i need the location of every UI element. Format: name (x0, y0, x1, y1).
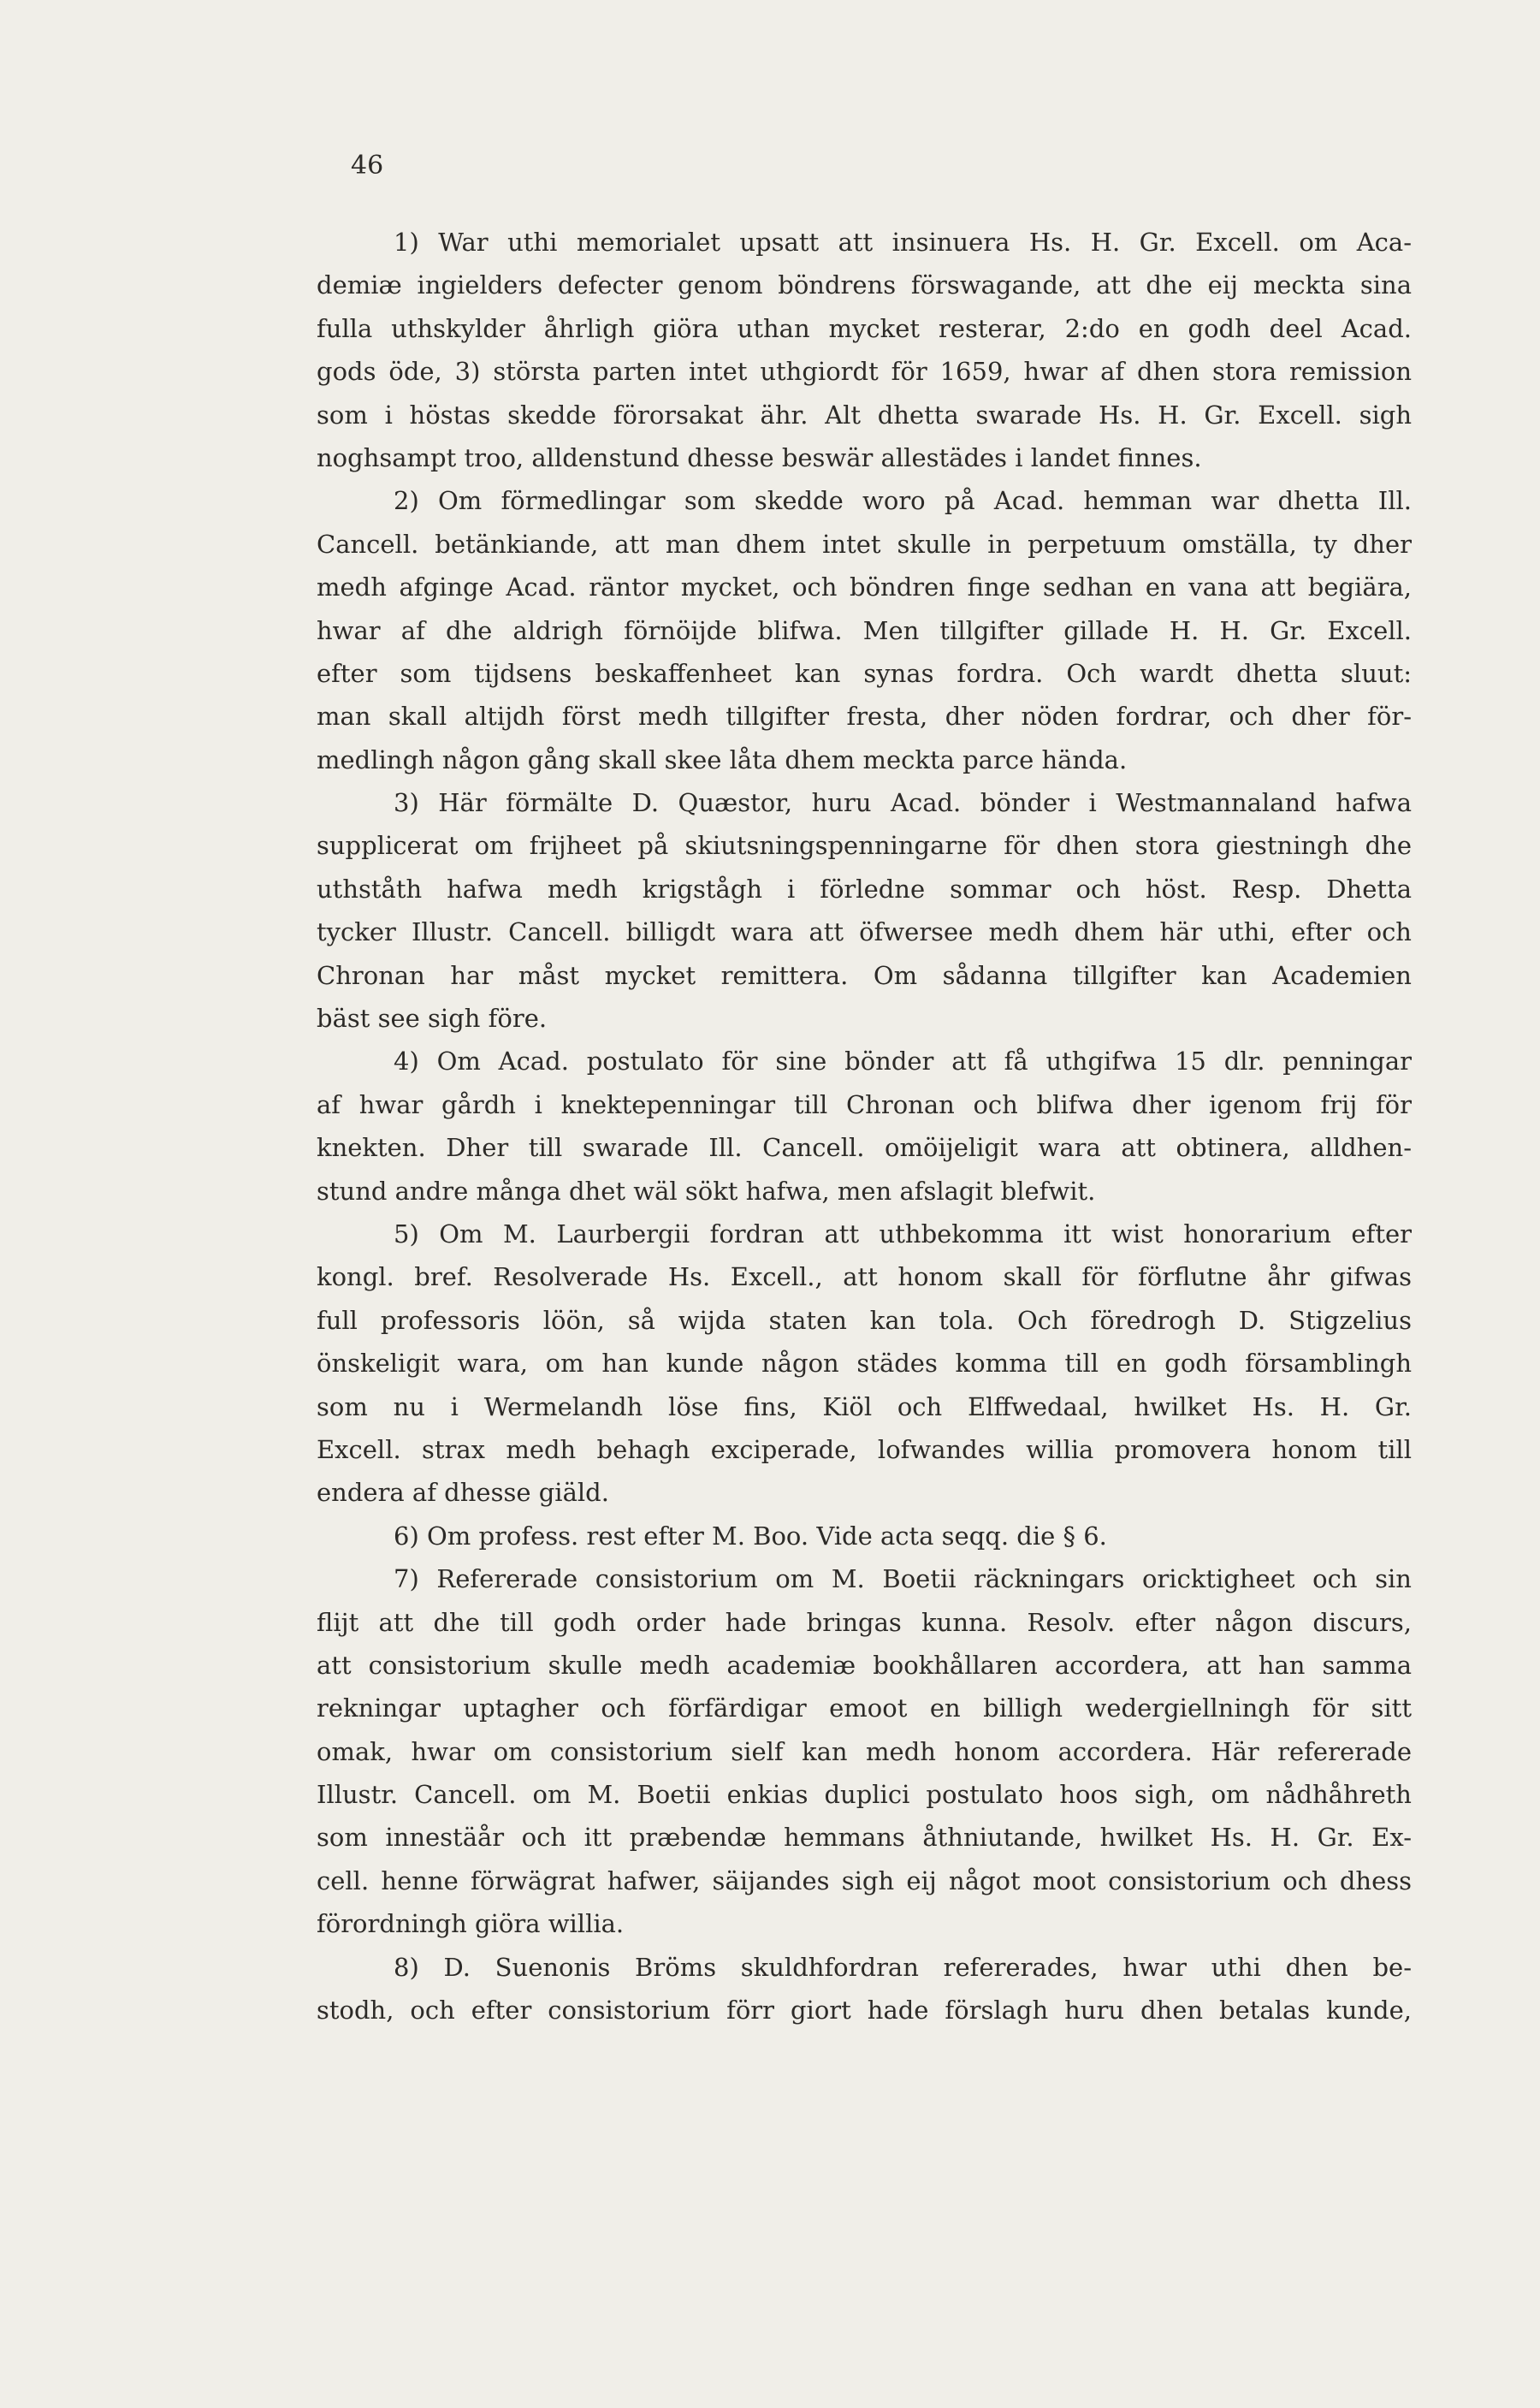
text-line: man skall altijdh först medh tillgifter fresta, dher nöden fordrar, och dher för- (317, 702, 1412, 732)
text-line: 2) Om förmedlingar som skedde woro på Acad. hemman war dhetta Ill. (394, 486, 1412, 516)
text-line: Excell. strax medh behagh exciperade, lofwandes willia promovera honom till (317, 1434, 1412, 1464)
body-text (317, 221, 1412, 2031)
text-line: 5) Om M. Laurbergii fordran att uthbekomma itt wist honorarium efter (394, 1219, 1412, 1248)
text-line: cell. henne förwägrat hafwer, säijandes sigh eij något moot consistorium och dhess (317, 1865, 1412, 1895)
text-line: rekningar uptagher och förfärdigar emoot en billigh wedergiellningh för sitt (317, 1693, 1412, 1723)
text-line: 1) War uthi memorialet upsatt att insinuera Hs. H. Gr. Excell. om Aca- (394, 228, 1412, 257)
text-line: 4) Om Acad. postulato för sine bönder att få uthgifwa 15 dlr. penningar (394, 1047, 1412, 1076)
text-line: noghsampt troo, alldenstund dhesse beswär allestädes i landet finnes. (317, 442, 1202, 472)
text-line: 7) Refererade consistorium om M. Boetii räckningars oricktigheet och sin (394, 1564, 1412, 1594)
text-line: efter som tijdsens beskaffenheet kan synas fordra. Och wardt dhetta sluut: (317, 658, 1412, 688)
text-line: demiæ ingielders defecter genom böndrens förswagande, att dhe eij meckta sina (317, 270, 1412, 300)
text-line: Chronan har måst mycket remittera. Om sådanna tillgifter kan Academien (317, 960, 1412, 990)
text-line: 6) Om profess. rest efter M. Boo. Vide acta seqq. die § 6. (394, 1521, 1107, 1551)
text-line: uthståth hafwa medh krigstågh i förledne sommar och höst. Resp. Dhetta (317, 874, 1412, 904)
text-line: Cancell. betänkiande, att man dhem intet skulle in perpetuum omställa, ty dher (317, 529, 1412, 559)
text-line: stodh, och efter consistorium förr giort hade förslagh huru dhen betalas kunde, (317, 1996, 1412, 2025)
text-line: tycker Illustr. Cancell. billigdt wara att öfwersee medh dhem här uthi, efter och (317, 917, 1412, 947)
text-line: förordningh giöra willia. (317, 1909, 625, 1939)
text-line: gods öde, 3) största parten intet uthgiordt för 1659, hwar af dhen stora remission (317, 357, 1412, 387)
text-line: att consistorium skulle medh academiæ bookhållaren accordera, att han samma (317, 1650, 1412, 1680)
text-line: knekten. Dher till swarade Ill. Cancell. omöijeligit wara att obtinera, alldhen- (317, 1133, 1412, 1163)
text-line: endera af dhesse giäld. (317, 1478, 609, 1508)
text-line: supplicerat om frijheet på skiutsningspenningarne för dhen stora giestningh dhe (317, 831, 1412, 861)
page-number: 46 (351, 151, 384, 181)
text-line: bäst see sigh före. (317, 1004, 548, 1034)
text-line: som innestäår och itt præbendæ hemmans åthniutande, hwilket Hs. H. Gr. Ex- (317, 1823, 1412, 1853)
text-line: af hwar gårdh i knektepenningar till Chronan och blifwa dher igenom frij för (317, 1089, 1412, 1119)
text-line: fulla uthskylder åhrligh giöra uthan mycket resterar, 2:do en godh deel Acad. (317, 313, 1412, 343)
text-line: Illustr. Cancell. om M. Boetii enkias duplici postulato hoos sigh, om nådhåhreth (317, 1780, 1412, 1810)
text-line: flijt att dhe till godh order hade bringas kunna. Resolv. efter någon discurs, (317, 1607, 1412, 1637)
text-line: kongl. bref. Resolverade Hs. Excell., att honom skall för förflutne åhr gifwas (317, 1262, 1412, 1292)
text-line: medh afginge Acad. räntor mycket, och böndren finge sedhan en vana att begiära, (317, 572, 1412, 602)
text-line: medlingh någon gång skall skee låta dhem meckta parce hända. (317, 744, 1128, 774)
text-line: önskeligit wara, om han kunde någon städes komma till en godh församblingh (317, 1349, 1412, 1379)
text-line: hwar af dhe aldrigh förnöijde blifwa. Men tillgifter gillade H. H. Gr. Excell. (317, 615, 1412, 645)
text-line: stund andre många dhet wäl sökt hafwa, men afslagit blefwit. (317, 1176, 1096, 1206)
text-line: full professoris löön, så wijda staten kan tola. Och föredrogh D. Stigzelius (317, 1305, 1412, 1335)
text-line: 3) Här förmälte D. Quæstor, huru Acad. bönder i Westmannaland hafwa (394, 788, 1412, 818)
text-line: omak, hwar om consistorium sielf kan medh honom accordera. Här refererade (317, 1736, 1412, 1766)
text-line: som nu i Wermelandh löse fins, Kiöl och Elffwedaal, hwilket Hs. H. Gr. (317, 1391, 1412, 1421)
text-line: som i höstas skedde förorsakat ähr. Alt dhetta swarade Hs. H. Gr. Excell. sigh (317, 400, 1412, 430)
text-line: 8) D. Suenonis Bröms skuldhfordran refererades, hwar uthi dhen be- (394, 1952, 1412, 1982)
